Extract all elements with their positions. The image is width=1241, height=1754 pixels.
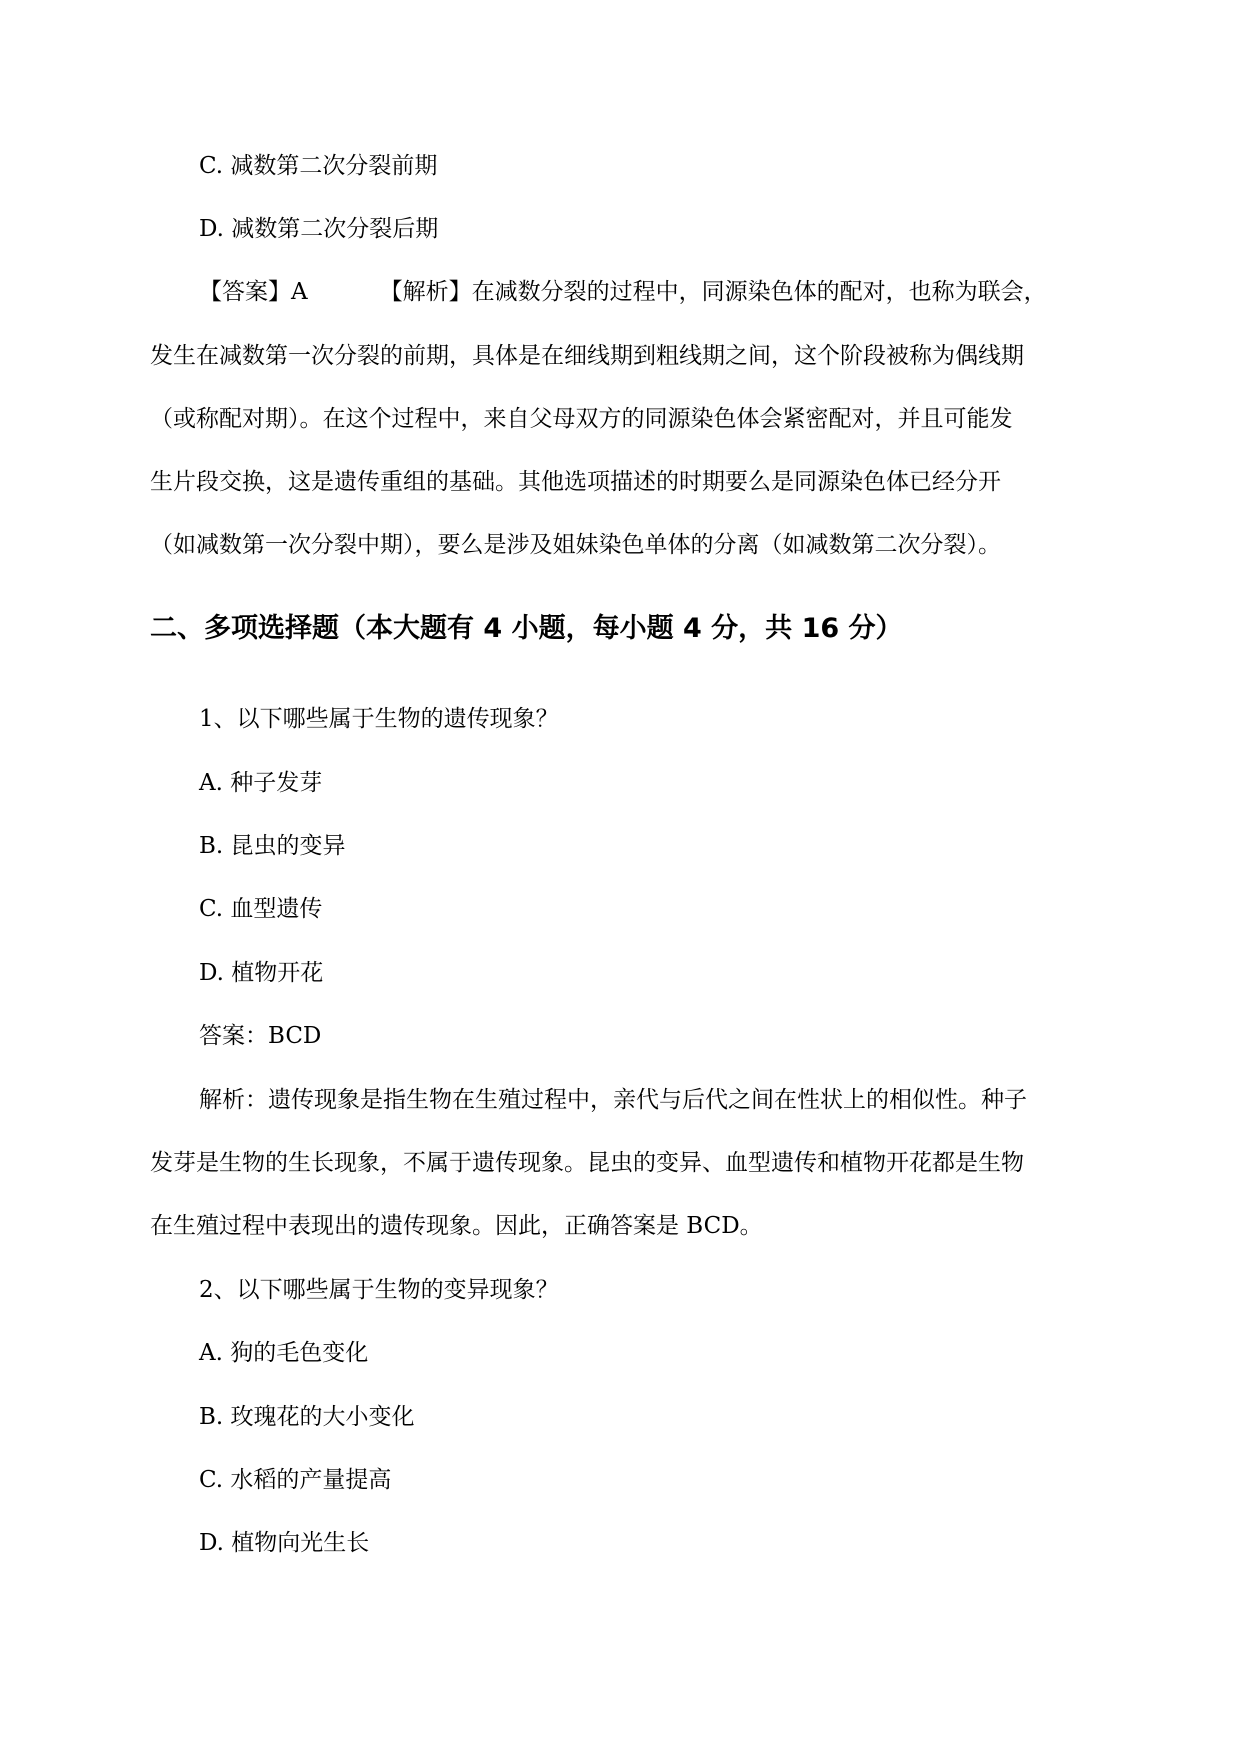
explanation-line: （或称配对期）。在这个过程中，来自父母双方的同源染色体会紧密配对，并且可能发 xyxy=(150,406,1013,432)
question-1-answer: 答案：BCD xyxy=(199,1023,322,1049)
question-1-stem: 1、以下哪些属于生物的遗传现象？ xyxy=(199,706,559,732)
explanation-line: （如减数第一次分裂中期），要么是涉及姐妹染色单体的分离（如减数第二次分裂）。 xyxy=(150,532,1001,558)
explanation-line: 发生在减数第一次分裂的前期，具体是在细线期到粗线期之间，这个阶段被称为偶线期 xyxy=(150,343,1024,369)
question-1-explanation-line: 发芽是生物的生长现象，不属于遗传现象。昆虫的变异、血型遗传和植物开花都是生物 xyxy=(150,1150,1024,1176)
question-1-option-c: C. 血型遗传 xyxy=(199,896,323,922)
question-2-option-c: C. 水稻的产量提高 xyxy=(199,1467,392,1493)
prev-answer-line xyxy=(199,276,1047,308)
prev-option-d: D. 减数第二次分裂后期 xyxy=(199,216,439,242)
question-2-stem: 2、以下哪些属于生物的变异现象？ xyxy=(199,1277,559,1303)
question-1-explanation-line: 解析：遗传现象是指生物在生殖过程中，亲代与后代之间在性状上的相似性。种子 xyxy=(199,1087,1027,1113)
question-2-option-a: A. 狗的毛色变化 xyxy=(199,1340,369,1366)
question-1-option-b: B. 昆虫的变异 xyxy=(199,833,346,859)
question-2-option-b: B. 玫瑰花的大小变化 xyxy=(199,1404,415,1430)
question-1-explanation-line: 在生殖过程中表现出的遗传现象。因此，正确答案是 BCD。 xyxy=(150,1213,763,1239)
explanation-text: 在减数分裂的过程中，同源染色体的配对，也称为联会， xyxy=(471,279,1047,305)
question-1-option-a: A. 种子发芽 xyxy=(199,770,323,796)
explanation-line: 生片段交换，这是遗传重组的基础。其他选项描述的时期要么是同源染色体已经分开 xyxy=(150,469,1001,495)
answer-label: 【答案】A xyxy=(199,279,308,305)
question-2-option-d: D. 植物向光生长 xyxy=(199,1530,370,1556)
section-heading: 二、多项选择题（本大题有 4 小题，每小题 4 分，共 16 分） xyxy=(150,613,903,644)
question-1-option-d: D. 植物开花 xyxy=(199,960,324,986)
explanation-label: 【解析】 xyxy=(379,279,472,305)
prev-option-c: C. 减数第二次分裂前期 xyxy=(199,153,438,179)
